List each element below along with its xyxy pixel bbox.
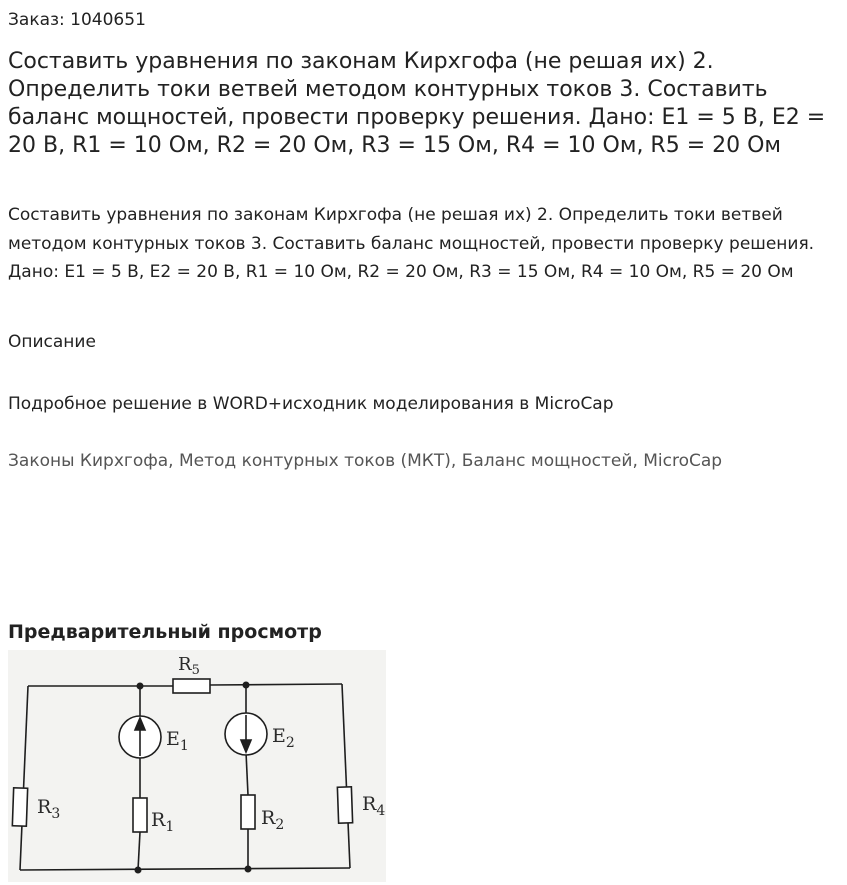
- resistor-r4: [337, 787, 352, 823]
- description-heading: Описание: [8, 332, 96, 352]
- resistor-r2: [241, 795, 255, 829]
- label-r4: $R_4$: [362, 793, 386, 819]
- order-number: Заказ: 1040651: [8, 10, 146, 30]
- task-title: Составить уравнения по законам Кирхгофа (не решая их) 2. Определить токи ветвей методом контурных токов 3. Составить баланс мощностей, провести проверку решения. Дано: E1 = 5 В, E2 = 20 В, R1 = 10 Ом, R2 = 20 Ом, R3 = 15 Ом, R4 = 10 Ом, R5 = 20 Ом: [8, 49, 826, 158]
- label-r5: $R_5$: [178, 654, 200, 678]
- label-r1: $R_1$: [151, 809, 175, 835]
- circuit-preview-image[interactable]: [8, 650, 386, 882]
- wire-r1-bottom: [138, 832, 140, 870]
- label-r3: $R_3$: [37, 796, 61, 822]
- node-top-right: [243, 682, 250, 689]
- wire-right: [342, 684, 350, 868]
- wire-top-right: [210, 684, 342, 685]
- circuit-diagram: [8, 650, 386, 882]
- wire-bottom: [20, 868, 350, 870]
- resistor-r1: [133, 798, 147, 832]
- description-text: Подробное решение в WORD+исходник моделирования в MicroCap: [8, 394, 614, 414]
- resistor-r5: [173, 679, 210, 693]
- node-top-left: [137, 683, 144, 690]
- preview-heading: Предварительный просмотр: [8, 621, 322, 643]
- resistor-r3: [12, 788, 27, 826]
- label-r2: $R_2$: [261, 807, 285, 833]
- task-description: Составить уравнения по законам Кирхгофа (не решая их) 2. Определить токи ветвей методом контурных токов 3. Составить баланс мощностей, провести проверку решения. Дано: E1 = 5 В, E2 = 20 В, R1 = 10 Ом, R2 = 20 Ом, R3 = 15 Ом, R4 = 10 Ом, R5 = 20 Ом: [8, 205, 815, 282]
- label-e2: $E_2$: [272, 725, 295, 751]
- label-e1: $E_1$: [166, 728, 189, 754]
- wire-e2-r2: [246, 752, 248, 795]
- node-bottom-right: [245, 866, 252, 873]
- wire-left: [20, 686, 28, 870]
- tags-list: Законы Кирхгофа, Метод контурных токов (МКТ), Баланс мощностей, MicroCap: [8, 451, 723, 471]
- node-bottom-left: [135, 867, 142, 874]
